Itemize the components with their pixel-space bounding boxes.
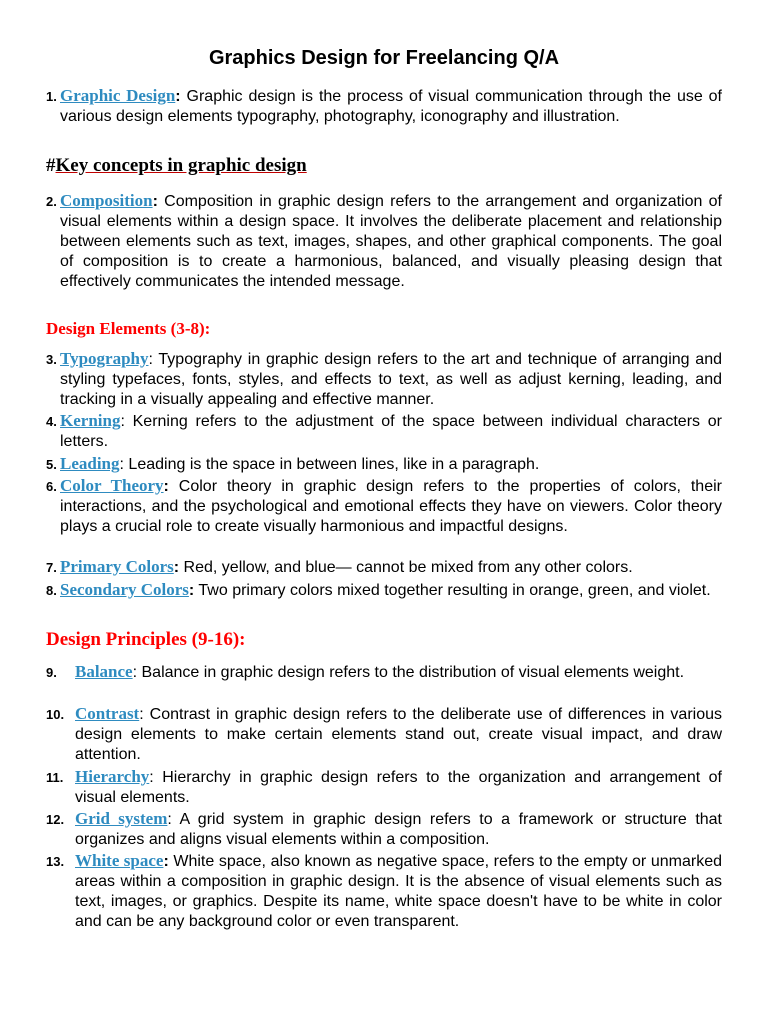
design-principles-heading: Design Principles (9-16): (46, 629, 246, 650)
item-body: Composition: Composition in graphic design refers to the arrangement and organization of visual elements within a design space. It involves the deliberate placement and relationship between elements such as text, images, shapes, and other graphical components. The goal of composition is to create a harmonious, balanced, and visually pleasing design that effectively communicates the intended message. (60, 191, 722, 290)
item-body: Secondary Colors: Two primary colors mixed together resulting in orange, green, and violet. (60, 580, 711, 599)
list-item (46, 580, 722, 601)
term-secondary-colors[interactable]: Secondary Colors (60, 580, 189, 599)
list-item (46, 191, 722, 292)
item-number: 12. (46, 812, 65, 827)
item-text: Kerning refers to the adjustment of the space between individual characters or letters. (60, 413, 722, 450)
term-balance[interactable]: Balance (75, 662, 133, 681)
term-contrast[interactable]: Contrast (75, 704, 140, 723)
item-text: Composition in graphic design refers to the arrangement and organization of visual elements within a design space. It involves the deliberate placement and relationship between elements such as text, images, shapes, and other graphical components. The goal of composition is to create a harmonious, balanced, and visually pleasing design that effectively communicates the intended message. (60, 193, 722, 290)
design-elements-heading: Design Elements (3-8): (46, 319, 211, 338)
list-item (46, 411, 722, 452)
term-leading[interactable]: Leading (60, 454, 120, 473)
item-body: Leading: Leading is the space in between lines, like in a paragraph. (60, 454, 540, 473)
list-item (46, 809, 722, 850)
item-body: Contrast: Contrast in graphic design refers to the deliberate use of differences in various design elements to make certain elements stand out, create visual impact, and draw attention. (75, 704, 722, 763)
list-item (46, 662, 722, 683)
term-hierarchy[interactable]: Hierarchy (75, 767, 150, 786)
item-number: 13. (46, 854, 65, 869)
term-kerning[interactable]: Kerning (60, 411, 121, 430)
item-number: 7. (46, 560, 57, 575)
list-item (46, 86, 722, 127)
list-item (46, 704, 722, 765)
key-concepts-heading: #Key concepts in graphic design (46, 155, 307, 176)
item-body: Grid system: A grid system in graphic design refers to a framework or structure that organizes and aligns visual elements within a composition. (75, 809, 723, 848)
item-text: Hierarchy in graphic design refers to the organization and arrangement of visual elements. (75, 769, 722, 806)
list-item (46, 851, 722, 932)
item-number: 4. (46, 414, 57, 429)
list-item (46, 557, 722, 578)
term-composition[interactable]: Composition (60, 191, 153, 210)
item-number: 8. (46, 583, 57, 598)
item-body: White space: White space, also known as negative space, refers to the empty or unmarked areas within a composition in graphic design. It is the absence of visual elements such as text, images, or graphics. Despite its name, white space doesn't have to be white in color and can be any background color or even transparent. (75, 851, 722, 930)
item-text: Two primary colors mixed together resulting in orange, green, and violet. (194, 582, 711, 599)
item-number: 11. (46, 770, 64, 785)
item-text: Contrast in graphic design refers to the deliberate use of differences in various design elements to make certain elements stand out, create visual impact, and draw attention. (75, 706, 722, 763)
list-item (46, 454, 722, 475)
list-item (46, 476, 722, 537)
item-text: Leading is the space in between lines, like in a paragraph. (123, 456, 540, 473)
term-color-theory[interactable]: Color Theory (60, 476, 164, 495)
item-text: Typography in graphic design refers to the art and technique of arranging and styling typefaces, fonts, styles, and effects to text, as well as adjust kerning, leading, and tracking in a visually appealing and effective manner. (60, 351, 722, 408)
item-number: 5. (46, 457, 57, 472)
term-primary-colors[interactable]: Primary Colors (60, 557, 174, 576)
item-text: A grid system in graphic design refers to a framework or structure that organizes and aligns visual elements within a composition. (75, 811, 723, 848)
item-body: Kerning: Kerning refers to the adjustment of the space between individual characters or letters. (60, 411, 722, 450)
item-number: 6. (46, 479, 57, 494)
item-number: 2. (46, 194, 57, 209)
item-body: Color Theory: Color theory in graphic design refers to the properties of colors, their interactions, and the psychological and emotional effects they have on viewers. Color theory plays a crucial role to create visually harmonious and impactful designs. (60, 476, 722, 535)
item-number: 10. (46, 707, 65, 722)
item-number: 3. (46, 352, 57, 367)
item-body: Primary Colors: Red, yellow, and blue— cannot be mixed from any other colors. (60, 557, 633, 576)
term-grid-system[interactable]: Grid system (75, 809, 168, 828)
term-graphic-design[interactable]: Graphic Design (60, 86, 176, 105)
item-text: Graphic design is the process of visual communication through the use of various design elements typography, photography, iconography and illustration. (60, 88, 722, 125)
item-text: Color theory in graphic design refers to the properties of colors, their interactions, and the psychological and emotional effects they have on viewers. Color theory plays a crucial role to create visually harmonious and impactful designs. (60, 478, 722, 535)
list-item (46, 767, 722, 808)
item-text: Red, yellow, and blue— cannot be mixed from any other colors. (179, 559, 633, 576)
item-body: Hierarchy: Hierarchy in graphic design refers to the organization and arrangement of visual elements. (75, 767, 722, 806)
term-white-space[interactable]: White space (75, 851, 164, 870)
page-title: Graphics Design for Freelancing Q/A (208, 47, 560, 69)
item-text: Balance in graphic design refers to the distribution of visual elements weight. (137, 664, 685, 681)
item-body: Graphic Design: Graphic design is the process of visual communication through the use of various design elements typography, photography, iconography and illustration. (60, 86, 722, 125)
item-body: Typography: Typography in graphic design refers to the art and technique of arranging and styling typefaces, fonts, styles, and effects to text, as well as adjust kerning, leading, and tracking in a visually appealing and effective manner. (60, 349, 722, 408)
item-number: 9. (46, 665, 57, 680)
list-item (46, 349, 722, 410)
item-body: Balance: Balance in graphic design refers to the distribution of visual elements weight. (75, 662, 685, 681)
term-typography[interactable]: Typography (60, 349, 149, 368)
item-text: White space, also known as negative space, refers to the empty or unmarked areas within a composition in graphic design. It is the absence of visual elements such as text, images, or graphics. Despite its name, white space doesn't have to be white in color and can be any background color or even transparent. (75, 853, 722, 930)
item-number: 1. (46, 89, 57, 104)
